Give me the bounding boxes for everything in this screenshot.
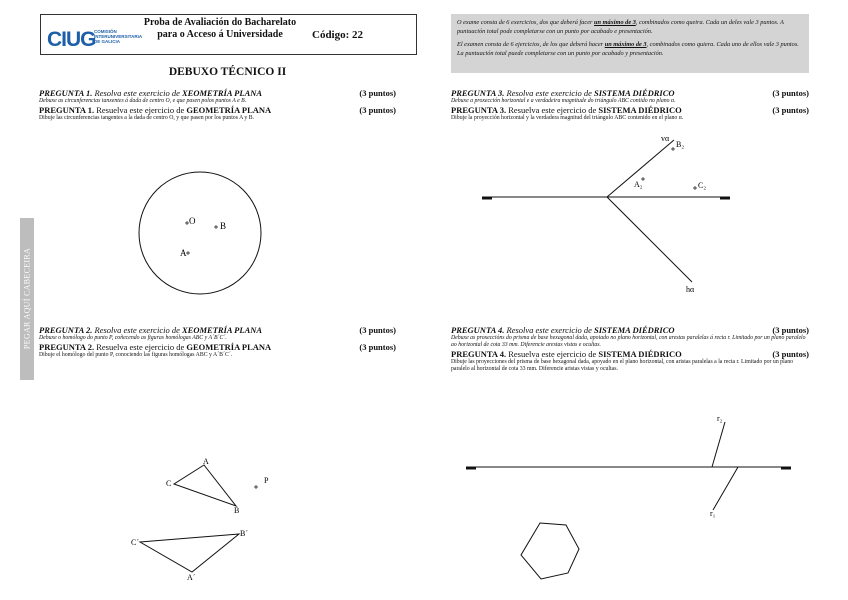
q4-label-r2: r₂ xyxy=(717,414,723,423)
q3-label-a2: A₂ xyxy=(634,180,643,189)
exam-title: Proba de Avaliación do Bacharelato para o Acceso á Universidade xyxy=(143,17,297,40)
q2-triangle-abc xyxy=(174,465,236,506)
q1-label-o: O xyxy=(189,216,196,226)
exam-code: Código: 22 xyxy=(312,29,364,41)
instructions-gl: O exame consta de 6 exercicios, dos que deberá facer un máximo de 3, combinados como queira. Cada un deles vale 3 puntos. A puntuación total pode completarse con un punto por acabado e presentación. xyxy=(457,19,784,35)
q4-hexagon xyxy=(521,523,579,579)
q1-label-a: A xyxy=(180,248,187,258)
q2-triangle-a1b1c1 xyxy=(140,534,239,572)
logo-subtitle: COMISIÓN INTERUNIVERSITARIA DE GALICIA xyxy=(94,29,143,44)
q2-label-b1: B´ xyxy=(240,529,248,538)
side-label: PEGAR AQUÍ CABECEIRA xyxy=(22,247,32,350)
q3-label-b2: B₂ xyxy=(676,140,685,149)
q3-label-va: vα xyxy=(661,134,670,143)
q2-label-c1: C´ xyxy=(131,538,139,547)
q1-circle xyxy=(139,172,261,294)
q1-figure xyxy=(139,172,261,294)
q2-point-p-mark xyxy=(254,485,258,489)
q2-label-a: A xyxy=(203,457,209,466)
q2-figure xyxy=(131,457,269,582)
q1-label-b: B xyxy=(220,221,227,231)
q2-label-c: C xyxy=(166,479,172,488)
q3-trace-h xyxy=(607,197,692,282)
question-3: PREGUNTA 3. Resolva este exercicio de SISTEMA DIÉDRICO (3 puntos) Debuxe a proxección horizontal e a verdadeira magnitude do triángulo ABC contido no plano α. PREGUNTA 3. Resuelva este ejercicio de SISTEMA DIÉDRICO (3 puntos) Dibuje la proyección horizontal y la verdadera magnitud del triángulo ABC contenido en el plano α. xyxy=(451,88,809,121)
subject-title: DEBUXO TÉCNICO II xyxy=(168,66,287,78)
q4-label-r1: r₁ xyxy=(710,509,716,518)
q4-line-r1 xyxy=(713,467,738,510)
q4-figure xyxy=(466,414,791,579)
q3-label-c2: C₂ xyxy=(698,181,707,190)
question-2: PREGUNTA 2. Resolva este exercicio de XEOMETRÍA PLANA (3 puntos) Debuxe o homólogo do punto P, coñecendo as figuras homólogas ABC y A´B´C´. PREGUNTA 2. Resuelva este ejercicio de GEOMETRÍA PLANA (3 puntos) Dibuje el homólogo del punto P, conociendo las figuras homólogas ABC y A´B´C´. xyxy=(39,325,396,358)
q2-label-p: P xyxy=(264,476,269,485)
instructions-es: El examen consta de 6 ejercicios, de los que deberá hacer un máximo de 3, combinados como quiera. Cada uno de ellos vale 3 puntos. La puntuación total puede completarse con un punto por acabado y presentación. xyxy=(457,41,799,57)
q3-label-ha: hα xyxy=(686,285,695,294)
question-4: PREGUNTA 4. Resolva este exercicio de SISTEMA DIÉDRICO (3 puntos) Debuxe as proxeccións do prisma de base hexagonal dada, apoiado no plano horizontal, con arestas paralelas á recta r. Limitado por un plano paralelo ao horizontal de cota 33 mm. Diferencie arestas vistas e ocultas. PREGUNTA 4. Resuelva este ejercicio de SISTEMA DIÉDRICO (3 puntos) Dibuje las proyecciones del prisma de base hexagonal dada, apoyado en el plano horizontal, con aristas paralelas a la recta r. Limitado por un plano paralelo al horizontal de cota 33 mm. Diferencie aristas vistas y ocultas. xyxy=(451,325,809,372)
q2-label-a1: A´ xyxy=(187,573,196,582)
question-1: PREGUNTA 1. Resolva este exercicio de XEOMETRÍA PLANA (3 puntos) Debuxe as circunferencias tanxentes á dada de centro O, e que pasen polos puntos A e B. PREGUNTA 1. Resuelva este ejercicio de GEOMETRÍA PLANA (3 puntos) Dibuje las circunferencias tangentes a la dada de centro O, y que pasen por los puntos A y B. xyxy=(39,88,396,121)
q4-line-r2 xyxy=(712,422,725,467)
q2-label-b: B xyxy=(234,506,240,515)
ciug-logo: CIUG xyxy=(47,28,96,51)
q3-figure xyxy=(482,134,730,294)
q3-point-marks xyxy=(641,147,697,190)
q1-point-marks xyxy=(185,221,218,255)
